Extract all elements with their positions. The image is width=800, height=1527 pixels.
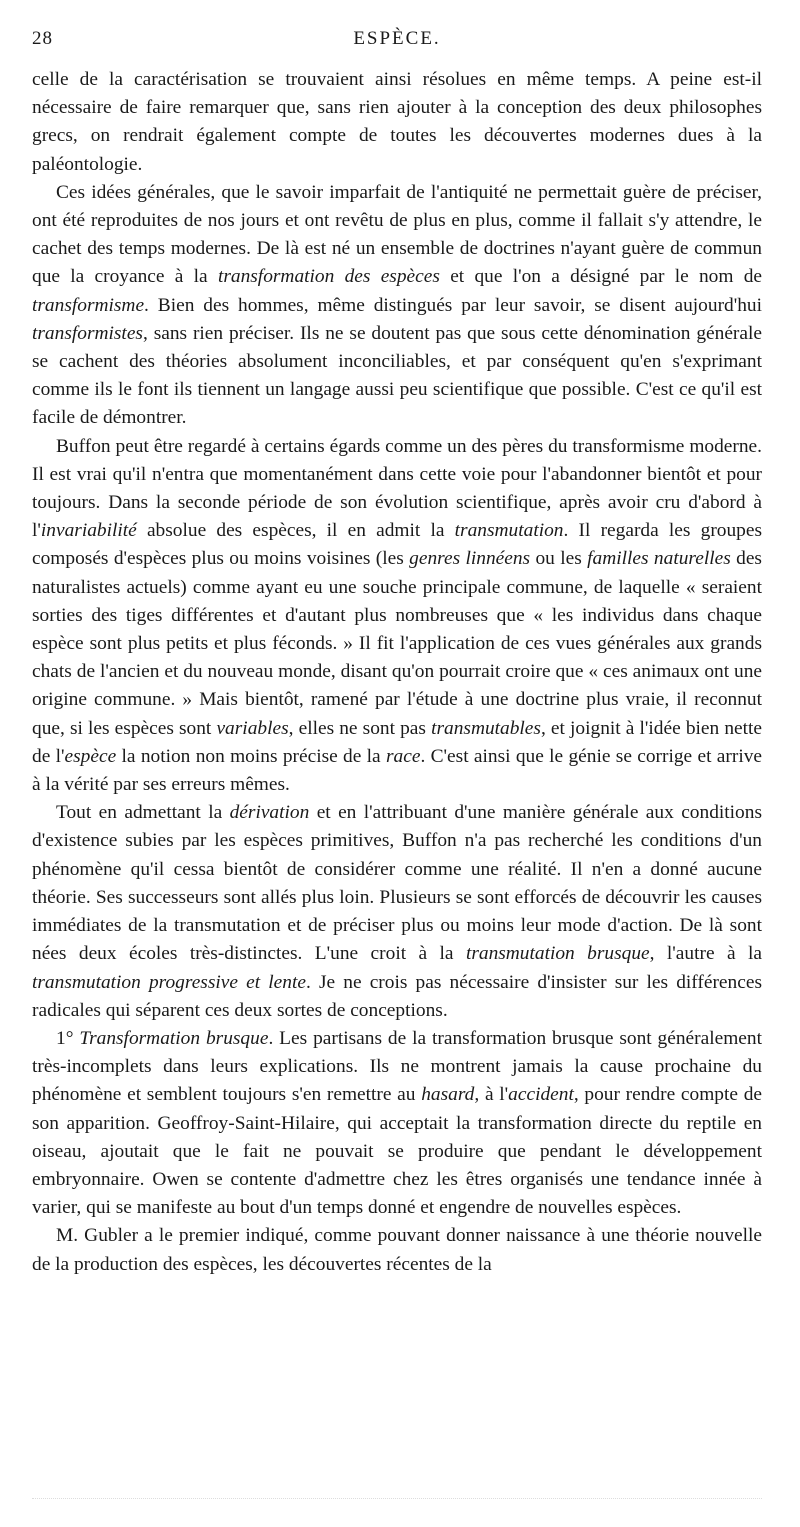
italic-term: transmutation brusque <box>465 943 650 965</box>
italic-term: transformisme <box>32 294 145 316</box>
text-segment: 1° <box>56 1027 80 1049</box>
text-segment: , elles ne sont pas <box>288 717 432 739</box>
italic-term: transformistes <box>32 322 143 344</box>
italic-term: transmutation progressive et lente <box>32 971 306 993</box>
text-segment: et en l'attribuant d'une manière générale aux conditions d'existence subies par les espèces primitives, Buffon n'a pas recherché les conditions d'un phénomène qu'il cessa bientôt de considérer comme une réalité. Il n'en a donné aucune théorie. Ses successeurs sont allés plus loin. Plusieurs se sont efforcés de découvrir les causes immédiates de la transmutation et de préciser plus ou moins leur mode d'action. De là sont nées deux écoles très-distinctes. L'une croit à la <box>32 802 762 965</box>
paragraph <box>32 799 762 1025</box>
text-segment: . Bien des hommes, même distingués par leur savoir, se disent aujourd'hui <box>144 294 762 316</box>
body-text <box>32 66 762 1279</box>
text-segment: Tout en admettant la <box>56 802 230 824</box>
text-segment: , pour rendre compte de son apparition. Geoffroy-Saint-Hilaire, qui acceptait la transformation directe du reptile en oiseau, ajoutait que le fait ne pouvait se produire que pendant le développement embryonnaire. Owen se contente d'admettre chez les êtres organisés une tendance innée à varier, qui se manifeste au bout d'un temps donné et engendre de nouvelles espèces. <box>32 1084 763 1219</box>
book-page <box>32 28 762 1279</box>
text-segment: . C'est ainsi que le génie se corrige et arrive à la vérité par ses erreurs mêmes. <box>32 745 763 796</box>
text-segment: , et joignit à l'idée bien nette de l' <box>32 717 762 767</box>
text-segment: M. Gubler a le premier indiqué, comme pouvant donner naissance à une théorie nouvelle de la production des espèces, les découvertes récentes de la <box>32 1225 762 1275</box>
italic-term: transformation des espèces <box>217 266 440 288</box>
text-segment: , à l' <box>474 1084 509 1106</box>
text-segment: . Je ne crois pas nécessaire d'insister sur les différences radicales qui séparent ces deux sortes de conceptions. <box>32 971 762 1021</box>
italic-term: hasard <box>421 1084 475 1106</box>
text-segment: la notion non moins précise de la <box>116 745 386 767</box>
text-segment: , l'autre à la <box>649 943 762 965</box>
text-segment: et que l'on a désigné par le nom de <box>439 266 763 288</box>
italic-term: variables <box>216 717 289 739</box>
italic-term: familles naturelles <box>587 548 731 570</box>
paragraph <box>32 433 762 800</box>
running-title: ESPÈCE. <box>353 28 441 49</box>
paragraph <box>32 66 762 179</box>
italic-term: espèce <box>64 745 117 767</box>
text-segment: , sans rien préciser. Ils ne se doutent pas que sous cette dénomination générale se cachent des théories absolument inconciliables, et par conséquent qu'en s'exprimant comme ils le font ils tiennent un langage aussi peu scientifique que possible. C'est ce qu'il est facile de démontrer. <box>32 322 762 429</box>
italic-term: race <box>385 745 421 767</box>
page-number: 28 <box>32 28 53 49</box>
text-segment: Ces idées générales, que le savoir imparfait de l'antiquité ne permettait guère de préciser, ont été reproduites de nos jours et ont revêtu de plus en plus, comme il fallait s'y attendre, le cachet des temps modernes. De là est né un ensemble de doctrines n'ayant guère de commun que la croyance à la <box>32 181 762 288</box>
text-segment: Buffon peut être regardé à certains égards comme un des pères du transformisme moderne. Il est vrai qu'il n'entra que momentanément dans cette voie pour l'abandonner bientôt et pour toujours. Dans la seconde période de son évolution scientifique, après avoir cru d'abord à l' <box>32 435 762 542</box>
italic-term: invariabilité <box>40 520 137 542</box>
italic-term: accident <box>508 1084 574 1106</box>
text-segment: celle de la caractérisation se trouvaient ainsi résolues en même temps. A peine est-il nécessaire de faire remarquer que, sans rien ajouter à la conception des deux philosophes grecs, on rendrait également compte de toutes les découvertes modernes dues à la paléontologie. <box>32 69 762 175</box>
italic-term: transmutation <box>454 520 564 542</box>
italic-term: genres linnéens <box>409 548 531 570</box>
italic-term: dérivation <box>229 802 310 824</box>
text-segment: . Les partisans de la transformation brusque sont généralement très-incomplets dans leurs explications. Ils ne montrent jamais la cause prochaine du phénomène et semblent toujours s'en remettre au <box>32 1027 762 1106</box>
italic-term: Transformation brusque <box>79 1027 269 1049</box>
scan-artifact-divider <box>32 1492 762 1499</box>
page-header <box>32 28 762 56</box>
paragraph <box>32 1222 762 1278</box>
text-segment: des naturalistes actuels) comme ayant eu une souche principale commune, de laquelle « seraient sorties des tiges différentes et d'autant plus nombreuses que « les individus dans chaque espèce sont plus petits et plus féconds. » Il fit l'application de ces vues générales aux grands chats de l'ancien et du nouveau monde, disant qu'on pourrait croire que « ces animaux ont une origine commune. » Mais bientôt, ramené par l'étude à une doctrine plus vraie, il reconnut que, si les espèces sont <box>32 548 762 739</box>
italic-term: transmutables <box>431 717 541 739</box>
paragraph <box>32 1025 762 1222</box>
text-segment: absolue des espèces, il en admit la <box>136 520 455 542</box>
text-segment: ou les <box>530 548 588 570</box>
text-segment: . Il regarda les groupes composés d'espèces plus ou moins voisines (les <box>32 520 763 570</box>
paragraph <box>32 179 762 433</box>
